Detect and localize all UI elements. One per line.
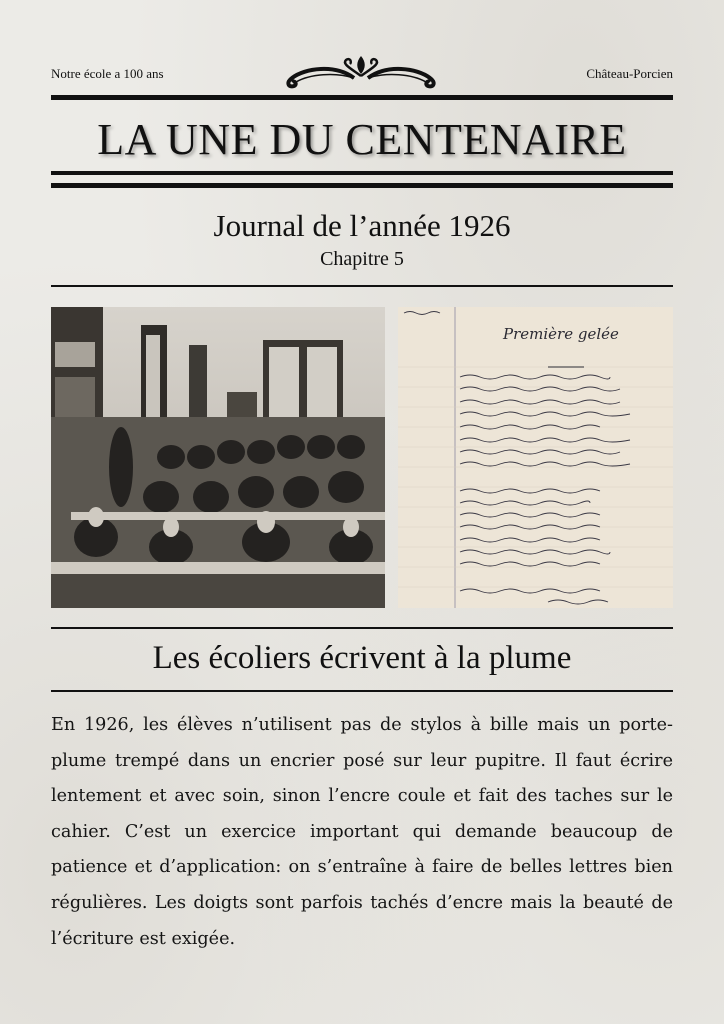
- article-body: En 1926, les élèves n’utilisent pas de stylos à bille mais un porte-plume trempé dans un encrier posé sur leur pupitre. Il faut écrire lentement et avec soin, sinon l’encre coule et fait des taches sur le cahier. C’est un exercice important qui demande beaucoup de patience et d’application: on s’entraîne à faire de belles lettres bien régulières. Les doigts sont parfois tachés d’encre mais la beauté de l’écriture est exigée.: [51, 715, 673, 949]
- chapter-label: Chapitre 5: [320, 248, 404, 270]
- divider-rule: [51, 95, 673, 100]
- edition-title: Journal de l’année 1926: [213, 208, 511, 243]
- masthead-title: LA UNE DU CENTENAIRE: [97, 115, 627, 164]
- divider-rule: [51, 627, 673, 629]
- divider-rule: [51, 690, 673, 692]
- header-right-text: Château-Porcien: [586, 66, 673, 81]
- divider-rule: [51, 171, 673, 175]
- article-headline: Les écoliers écrivent à la plume: [152, 640, 572, 676]
- flourish-ornament-icon: [280, 54, 442, 90]
- divider-rule: [51, 183, 673, 188]
- document-heading: Première gelée: [503, 325, 619, 343]
- divider-rule: [51, 285, 673, 287]
- classroom-photo: [51, 307, 385, 608]
- header-left-text: Notre école a 100 ans: [51, 66, 164, 81]
- handwritten-poem: [398, 307, 673, 608]
